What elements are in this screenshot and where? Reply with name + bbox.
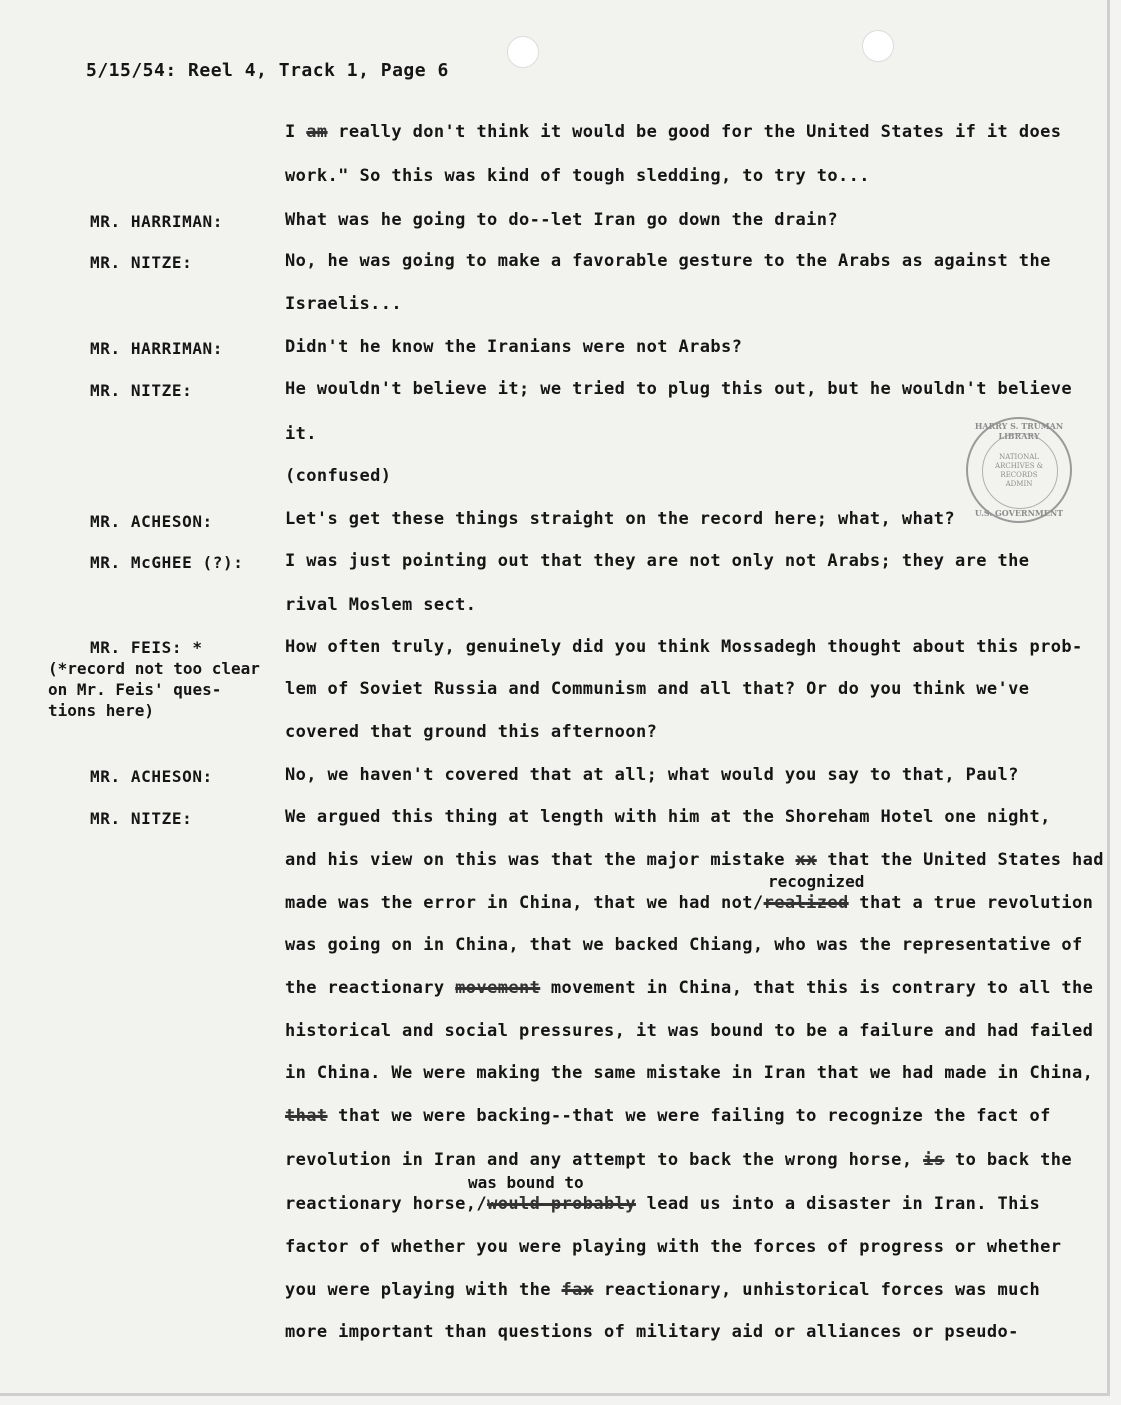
- text-segment: revolution in Iran and any attempt to back the wrong horse,: [285, 1150, 924, 1170]
- transcript-line: covered that ground this afternoon?: [285, 722, 658, 742]
- interlinear-correction: was bound to: [468, 1173, 584, 1192]
- struck-text: xx: [795, 850, 817, 870]
- transcript-line: factor of whether you were playing with the forces of progress or whether: [285, 1237, 1062, 1257]
- text-segment: and his view on this was that the major mistake: [285, 850, 796, 870]
- page-header: 5/15/54: Reel 4, Track 1, Page 6: [86, 60, 449, 81]
- struck-text: movement: [455, 978, 541, 998]
- note-line: on Mr. Feis' ques-: [48, 680, 222, 699]
- text-segment: the reactionary: [285, 978, 456, 998]
- transcript-line: rival Moslem sect.: [285, 595, 477, 615]
- transcript-line: [285, 1194, 1040, 1214]
- transcript-line: work." So this was kind of tough sledding, to try to...: [285, 166, 870, 186]
- speaker-label: MR. FEIS: *: [90, 638, 203, 657]
- speaker-label: MR. HARRIMAN:: [90, 212, 224, 231]
- text-segment: made was the error in China, that we had not/: [285, 893, 764, 913]
- transcript-line: How often truly, genuinely did you think Mossadegh thought about this prob-: [285, 637, 1083, 657]
- punch-hole-right: [862, 30, 894, 62]
- stamp-top-text: HARRY S. TRUMAN LIBRARY: [974, 421, 1064, 441]
- text-segment: I: [285, 122, 307, 142]
- text-segment: movement in China, that this is contrary to all the: [540, 978, 1094, 998]
- text-segment: that the United States had: [816, 850, 1104, 870]
- speaker-label: MR. McGHEE (?):: [90, 553, 244, 572]
- stamp-middle-line: NATIONAL: [999, 453, 1039, 461]
- struck-text: fax: [561, 1280, 594, 1300]
- struck-text: would probably: [487, 1194, 636, 1214]
- transcript-line: more important than questions of military aid or alliances or pseudo-: [285, 1322, 1019, 1342]
- stamp-middle-text: [968, 453, 1070, 489]
- transcript-line: [285, 1280, 1040, 1300]
- transcript-line: [285, 1150, 1072, 1170]
- stamp-bottom-text: U.S. GOVERNMENT: [974, 508, 1064, 518]
- stamp-middle-line: ARCHIVES &: [995, 462, 1043, 470]
- stamp-middle-line: ADMIN: [1005, 480, 1033, 488]
- text-segment: really don't think it would be good for the United States if it does: [327, 122, 1062, 142]
- note-line: (*record not too clear: [48, 659, 260, 678]
- speaker-label: MR. NITZE:: [90, 809, 193, 828]
- transcript-line: Let's get these things straight on the record here; what, what?: [285, 509, 955, 529]
- transcript-line: Didn't he know the Iranians were not Arabs?: [285, 337, 743, 357]
- note-line: tions here): [48, 701, 154, 720]
- transcript-line: [285, 1106, 1051, 1126]
- transcript-line: [285, 122, 1061, 142]
- text-segment: reactionary, unhistorical forces was much: [593, 1280, 1041, 1300]
- transcript-line: No, he was going to make a favorable gesture to the Arabs as against the: [285, 251, 1051, 271]
- library-stamp: [966, 417, 1072, 523]
- text-segment: you were playing with the: [285, 1280, 562, 1300]
- transcript-line: What was he going to do--let Iran go down the drain?: [285, 210, 839, 230]
- transcript-line: it.: [285, 424, 317, 444]
- text-segment: that a true revolution: [848, 893, 1094, 913]
- speaker-label: MR. ACHESON:: [90, 767, 213, 786]
- transcript-line: in China. We were making the same mistake in Iran that we had made in China,: [285, 1063, 1094, 1083]
- transcript-line: was going on in China, that we backed Chiang, who was the representative of: [285, 935, 1083, 955]
- struck-text: am: [306, 122, 328, 142]
- speaker-label: MR. HARRIMAN:: [90, 339, 224, 358]
- speaker-note: [48, 658, 260, 721]
- transcript-line: Israelis...: [285, 294, 402, 314]
- transcript-line: He wouldn't believe it; we tried to plug this out, but he wouldn't believe: [285, 379, 1072, 399]
- speaker-label: MR. NITZE:: [90, 381, 193, 400]
- speaker-label: MR. ACHESON:: [90, 512, 213, 531]
- transcript-line: No, we haven't covered that at all; what would you say to that, Paul?: [285, 765, 1019, 785]
- interlinear-correction: recognized: [768, 872, 865, 891]
- text-segment: to back the: [944, 1150, 1072, 1170]
- transcript-line: [285, 893, 1093, 913]
- struck-text: that: [285, 1106, 328, 1126]
- text-segment: that we were backing--that we were failing to recognize the fact of: [327, 1106, 1051, 1126]
- transcript-line: lem of Soviet Russia and Communism and all that? Or do you think we've: [285, 679, 1030, 699]
- struck-text: realized: [763, 893, 849, 913]
- struck-text: is: [923, 1150, 945, 1170]
- transcript-line: historical and social pressures, it was bound to be a failure and had failed: [285, 1021, 1094, 1041]
- text-segment: reactionary horse,/: [285, 1194, 488, 1214]
- transcript-line: I was just pointing out that they are not only not Arabs; they are the: [285, 551, 1030, 571]
- punch-hole-left: [507, 36, 539, 68]
- transcript-line: We argued this thing at length with him at the Shoreham Hotel one night,: [285, 807, 1051, 827]
- transcript-line: [285, 850, 1104, 870]
- transcript-line: [285, 978, 1093, 998]
- stamp-middle-line: RECORDS: [1000, 471, 1038, 479]
- text-segment: lead us into a disaster in Iran. This: [635, 1194, 1041, 1214]
- speaker-label: MR. NITZE:: [90, 253, 193, 272]
- transcript-line: (confused): [285, 466, 392, 486]
